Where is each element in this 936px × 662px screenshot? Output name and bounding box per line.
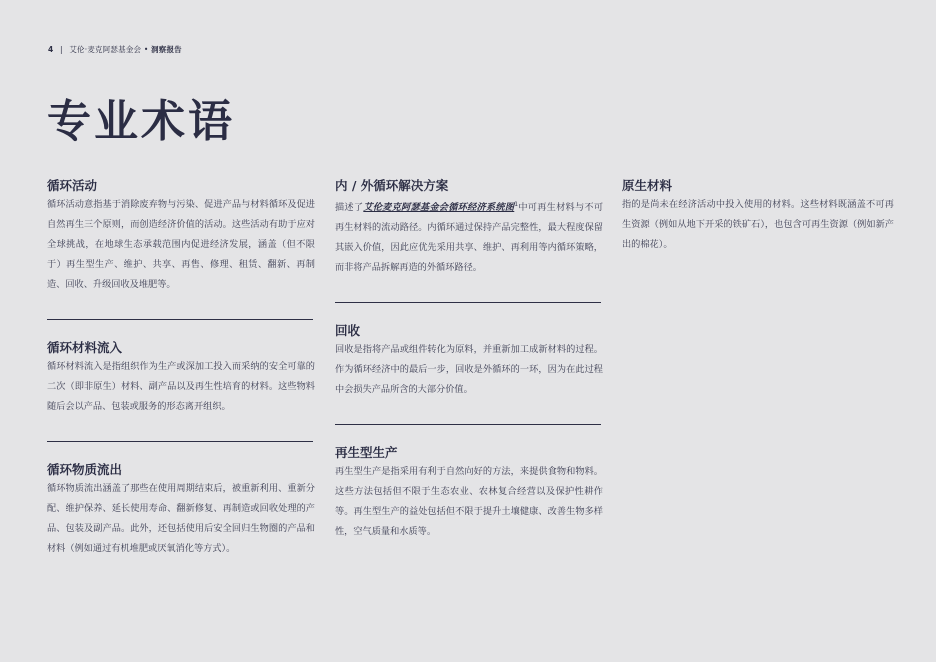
term-body: 再生型生产是指采用有利于自然向好的方法，来提供食物和物料。这些方法包括但不限于生态农业、农林复合经营以及保护性耕作等。再生型生产的益处包括但不限于提升土壤健康、改善生物多样性，空气质量和水质等。 [335,466,603,538]
term-title: 再生型生产 [335,445,398,461]
butterfly-diagram-link[interactable]: 艾伦麦克阿瑟基金会循环经济系统图 [363,202,515,214]
term-recycling [335,323,603,400]
term-body-rest: 中可再生材料与不可再生材料的流动路径。内循环通过保持产品完整性，最大程度保留其嵌入价值，因此应优先采用共享、维护、再利用等内循环策略，而非将产品拆解再造的外循环路径。 [335,202,604,274]
glossary-column-3 [622,178,894,255]
term-title: 循环材料流入 [47,340,123,355]
term-circular-activity [47,178,315,295]
term-circular-outflow [47,462,315,559]
term-body: 指的是尚未在经济活动中投入使用的材料。这些材料既涵盖不可再生资源（例如从地下开采的铁矿石），也包含可再生资源（例如新产出的棉花）。 [622,199,894,250]
term-title: 原生材料 [622,178,673,193]
glossary-column-1 [47,178,315,559]
term-body: 循环材料流入是指组织作为生产或深加工投入而采纳的安全可靠的二次（即非原生）材料、副产品以及再生性培育的材料。这些物料随后会以产品、包装或服务的形态离开组织。 [47,361,315,412]
term-title: 循环活动 [47,178,98,193]
term-body: 循环活动意指基于消除废弃物与污染、促进产品与材料循环及促进自然再生三个原则，而创造经济价值的活动。这些活动有助于应对全球挑战，在地球生态承载范围内促进经济发展，涵盖（但不限于）再生型生产、维护、共享、再售、修理、租赁、翻新、再制造、回收、升级回收及堆肥等。 [47,199,315,290]
term-body: 循环物质流出涵盖了那些在使用周期结束后，被重新利用、重新分配、维护保养、延长使用寿命、翻新修复、再制造或回收处理的产品、包装及副产品。此外，还包括使用后安全回归生物圈的产品和材料（例如通过有机堆肥或厌氧消化等方式）。 [47,483,315,554]
divider [47,441,313,442]
page-number: 4 [48,45,54,54]
term-title: 内 / 外循环解决方案 [335,178,449,193]
term-body: 回收是指将产品或组件转化为原料，并重新加工成新材料的过程。作为循环经济中的最后一步，回收是外循环的一环，因为在此过程中会损失产品所含的大部分价值。 [335,344,603,396]
term-regenerative-production [335,445,603,542]
term-title: 回收 [335,323,361,339]
term-title: 循环物质流出 [47,462,123,477]
footnote-ref[interactable]: 1 [514,201,519,208]
page-header [48,44,182,55]
page-title: 专业术语 [47,96,235,147]
term-circular-inflow [47,340,315,417]
term-inner-outer-loop [335,178,603,278]
divider [47,319,313,320]
term-body-prefix: 描述了 [335,202,364,214]
term-body [335,195,603,278]
header-dot: • [143,45,149,54]
header-separator: | [60,45,63,54]
glossary-column-2 [335,178,603,542]
divider [335,302,601,303]
divider [335,424,601,425]
header-doc-type: 洞察报告 [151,45,182,54]
header-org: 艾伦·麦克阿瑟基金会 [69,45,142,54]
term-virgin-material [622,178,894,255]
